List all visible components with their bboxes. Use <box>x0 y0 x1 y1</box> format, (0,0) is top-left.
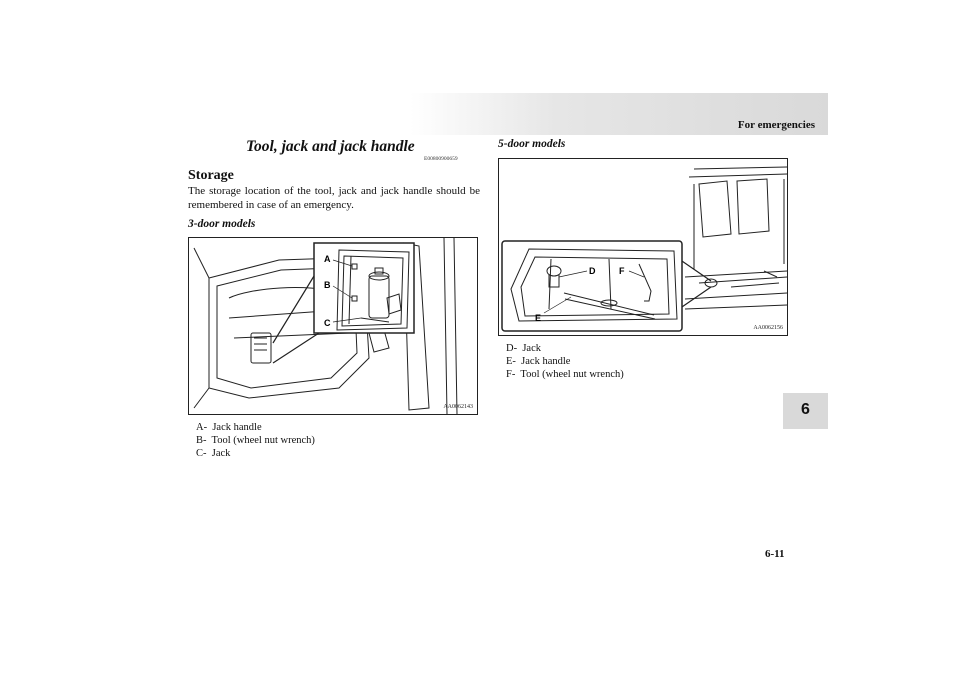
cargo-area-5door-illustration <box>499 159 787 335</box>
figure1-legend <box>196 421 315 460</box>
page-number: 6-11 <box>765 548 785 560</box>
legend-item: A- Jack handle <box>196 422 262 433</box>
legend-item: D- Jack <box>506 343 541 354</box>
figure2-code: AA0062156 <box>753 325 783 331</box>
figure1-illustration <box>188 237 478 415</box>
subheading: Storage <box>188 168 234 183</box>
header-title: For emergencies <box>737 119 815 131</box>
label-c: C <box>324 318 331 328</box>
figure2-legend <box>506 342 624 381</box>
chapter-number: 6 <box>801 401 810 418</box>
legend-item: E- Jack handle <box>506 356 571 367</box>
legend-item: B- Tool (wheel nut wrench) <box>196 435 315 446</box>
label-d: D <box>589 266 596 276</box>
legend-item: C- Jack <box>196 448 231 459</box>
section-code: E00800900659 <box>424 156 458 162</box>
figure1-code: AA0062143 <box>443 404 473 410</box>
label-b: B <box>324 280 331 290</box>
figure1-heading: 3-door models <box>188 218 256 230</box>
label-e: E <box>535 313 542 323</box>
inset-box <box>502 241 682 331</box>
figure2-heading: 5-door models <box>498 138 566 150</box>
section-title: Tool, jack and jack handle <box>246 138 415 155</box>
body-paragraph: The storage location of the tool, jack and jack handle should be remembered in case of an emergency. <box>188 185 480 211</box>
label-f: F <box>619 266 625 276</box>
legend-item: F- Tool (wheel nut wrench) <box>506 369 624 380</box>
cargo-area-3door-illustration <box>189 238 477 414</box>
label-a: A <box>324 254 331 264</box>
figure2-illustration <box>498 158 788 336</box>
chapter-tab <box>783 393 828 429</box>
